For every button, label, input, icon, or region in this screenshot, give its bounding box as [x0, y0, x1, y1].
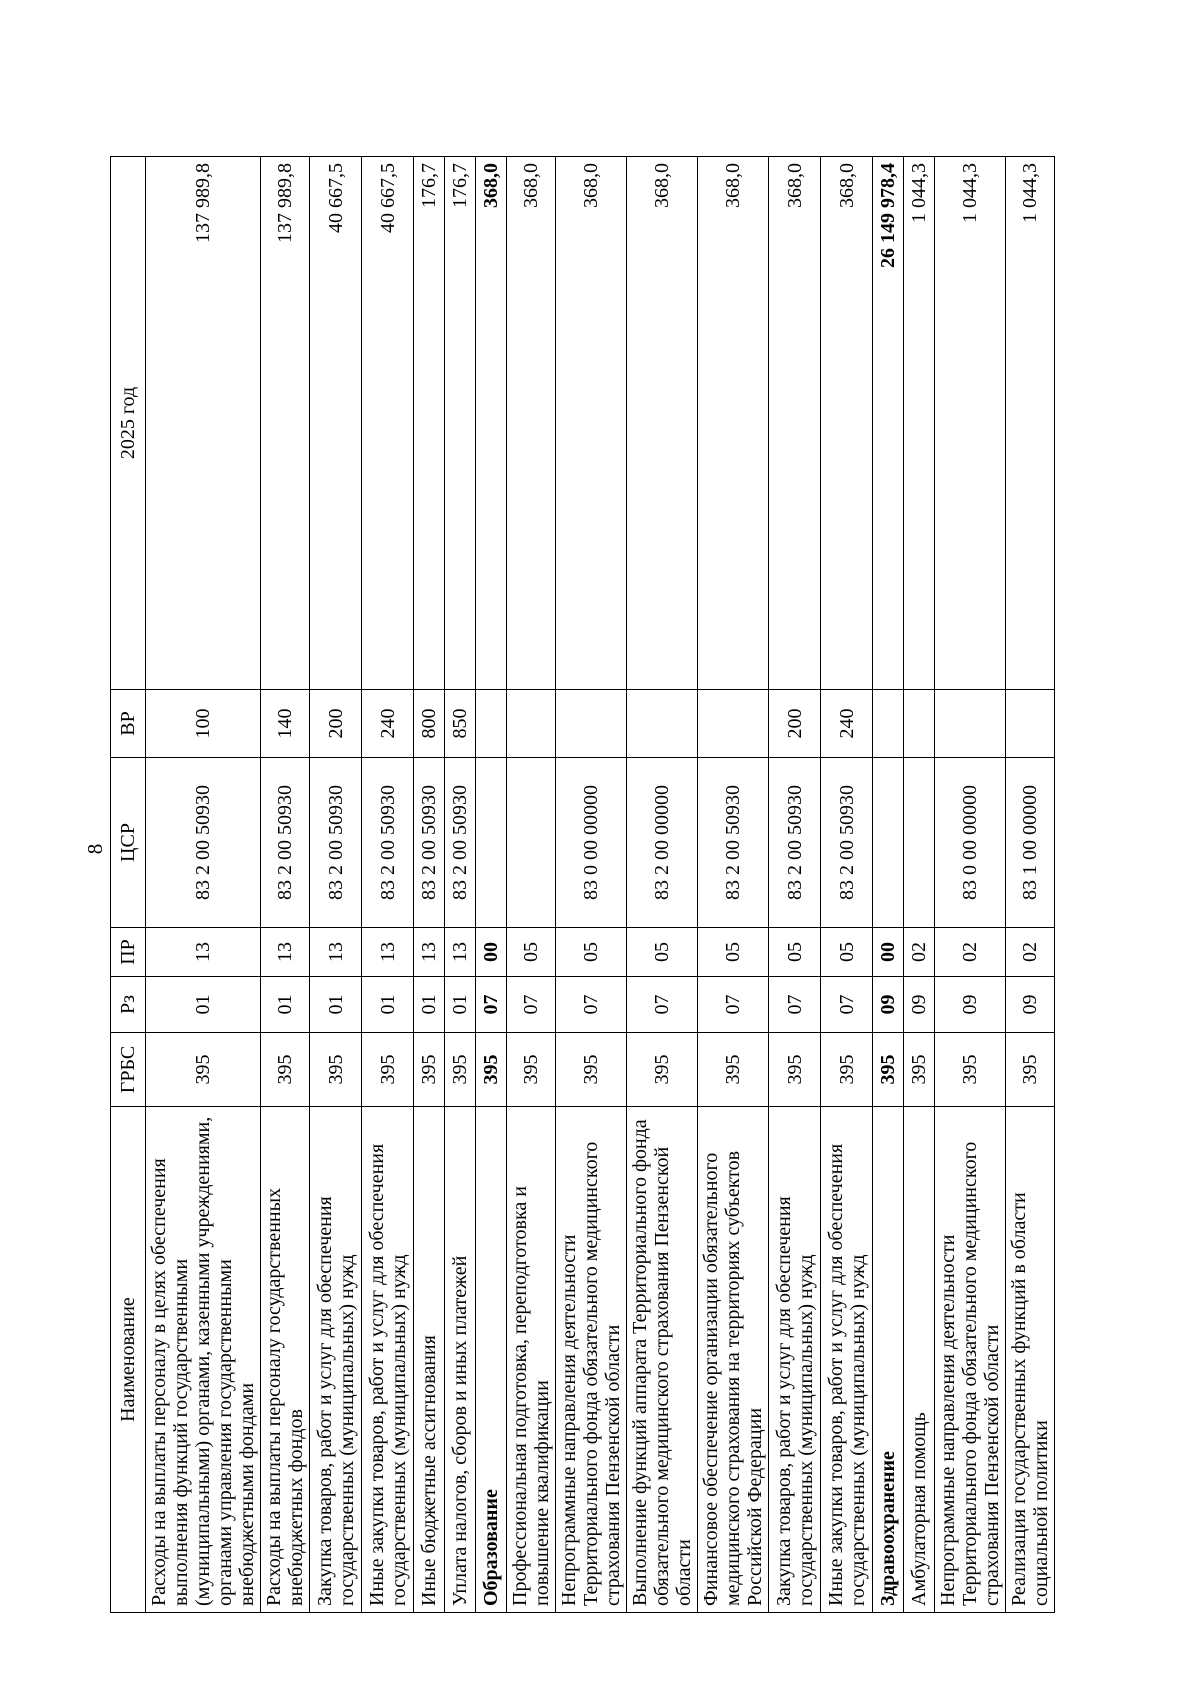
- table-body: [146, 157, 1055, 1613]
- cell-rz: 07: [556, 977, 627, 1033]
- cell-grbs: 395: [310, 1033, 362, 1107]
- cell-name: Выполнение функций аппарата Территориального фонда обязательного медицинского страхования Пензенской области: [627, 1107, 698, 1613]
- cell-rz: 07: [507, 977, 556, 1033]
- cell-amount: 368,0: [769, 157, 821, 690]
- cell-csr: 83 0 00 00000: [935, 758, 1006, 928]
- cell-rz: 01: [362, 977, 414, 1033]
- cell-grbs: 395: [627, 1033, 698, 1107]
- cell-vr: 200: [769, 690, 821, 758]
- cell-pr: 05: [627, 928, 698, 977]
- cell-grbs: 395: [476, 1033, 507, 1107]
- cell-pr: 05: [698, 928, 769, 977]
- cell-vr: 200: [310, 690, 362, 758]
- cell-vr: [904, 690, 935, 758]
- cell-vr: [698, 690, 769, 758]
- cell-pr: 13: [146, 928, 261, 977]
- table-row: [362, 157, 414, 1613]
- table-row: [821, 157, 873, 1613]
- cell-pr: 05: [556, 928, 627, 977]
- cell-name: Профессиональная подготовка, переподготовка и повышение квалификации: [507, 1107, 556, 1613]
- cell-vr: [627, 690, 698, 758]
- header-grbs: ГРБС: [111, 1033, 146, 1107]
- table-row: [146, 157, 261, 1613]
- cell-grbs: 395: [935, 1033, 1006, 1107]
- cell-vr: [873, 690, 904, 758]
- cell-name: Непрограммные направления деятельности Территориального фонда обязательного медицинского страхования Пензенской области: [935, 1107, 1006, 1613]
- table-row: [698, 157, 769, 1613]
- cell-grbs: 395: [769, 1033, 821, 1107]
- cell-grbs: 395: [445, 1033, 476, 1107]
- table-row: [476, 157, 507, 1613]
- cell-name: Непрограммные направления деятельности Территориального фонда обязательного медицинского страхования Пензенской области: [556, 1107, 627, 1613]
- cell-name: Закупка товаров, работ и услуг для обеспечения государственных (муниципальных) нужд: [769, 1107, 821, 1613]
- cell-csr: 83 2 00 50930: [698, 758, 769, 928]
- cell-grbs: 395: [873, 1033, 904, 1107]
- cell-csr: 83 2 00 00000: [627, 758, 698, 928]
- cell-amount: 368,0: [698, 157, 769, 690]
- cell-name: Закупка товаров, работ и услуг для обеспечения государственных (муниципальных) нужд: [310, 1107, 362, 1613]
- header-pr: ПР: [111, 928, 146, 977]
- table-row: [769, 157, 821, 1613]
- cell-name: Реализация государственных функций в области социальной политики: [1006, 1107, 1055, 1613]
- cell-grbs: 395: [698, 1033, 769, 1107]
- cell-vr: 100: [146, 690, 261, 758]
- table-row: [445, 157, 476, 1613]
- table-row: [261, 157, 310, 1613]
- cell-vr: 140: [261, 690, 310, 758]
- cell-pr: 00: [873, 928, 904, 977]
- header-csr: ЦСР: [111, 758, 146, 928]
- cell-csr: 83 2 00 50930: [310, 758, 362, 928]
- cell-amount: 137 989,8: [261, 157, 310, 690]
- cell-amount: 368,0: [821, 157, 873, 690]
- cell-vr: 850: [445, 690, 476, 758]
- cell-rz: 07: [698, 977, 769, 1033]
- table-row: [627, 157, 698, 1613]
- cell-name: Уплата налогов, сборов и иных платежей: [445, 1107, 476, 1613]
- header-rz: Рз: [111, 977, 146, 1033]
- cell-name: Иные закупки товаров, работ и услуг для обеспечения государственных (муниципальных) нужд: [821, 1107, 873, 1613]
- cell-amount: 368,0: [507, 157, 556, 690]
- header-amount: 2025 год: [111, 157, 146, 690]
- cell-rz: 09: [904, 977, 935, 1033]
- cell-pr: 05: [507, 928, 556, 977]
- cell-csr: [873, 758, 904, 928]
- cell-csr: 83 2 00 50930: [261, 758, 310, 928]
- cell-pr: 02: [1006, 928, 1055, 977]
- cell-grbs: 395: [904, 1033, 935, 1107]
- cell-csr: 83 2 00 50930: [146, 758, 261, 928]
- page-number: 8: [83, 843, 107, 855]
- cell-name: Расходы на выплаты персоналу в целях обеспечения выполнения функций государственными (муниципальными) органами, казенными учреждениями, органами управления государственными внебюджетными фондами: [146, 1107, 261, 1613]
- header-name: Наименование: [111, 1107, 146, 1613]
- cell-vr: [507, 690, 556, 758]
- cell-grbs: 395: [821, 1033, 873, 1107]
- cell-grbs: 395: [146, 1033, 261, 1107]
- table-row: [556, 157, 627, 1613]
- cell-rz: 01: [414, 977, 445, 1033]
- cell-vr: [556, 690, 627, 758]
- table-row: [873, 157, 904, 1613]
- cell-csr: 83 2 00 50930: [445, 758, 476, 928]
- cell-csr: [507, 758, 556, 928]
- cell-amount: 176,7: [414, 157, 445, 690]
- cell-csr: [904, 758, 935, 928]
- cell-rz: 09: [1006, 977, 1055, 1033]
- cell-pr: 02: [904, 928, 935, 977]
- cell-csr: 83 1 00 00000: [1006, 758, 1055, 928]
- cell-pr: 13: [362, 928, 414, 977]
- cell-grbs: 395: [507, 1033, 556, 1107]
- cell-grbs: 395: [414, 1033, 445, 1107]
- cell-rz: 01: [146, 977, 261, 1033]
- cell-name: Расходы на выплаты персоналу государственных внебюджетных фондов: [261, 1107, 310, 1613]
- cell-rz: 07: [476, 977, 507, 1033]
- cell-pr: 13: [261, 928, 310, 977]
- cell-amount: 40 667,5: [362, 157, 414, 690]
- cell-vr: [476, 690, 507, 758]
- rotated-table-wrapper: [110, 157, 1052, 1613]
- cell-pr: 13: [445, 928, 476, 977]
- cell-csr: 83 2 00 50930: [821, 758, 873, 928]
- table-row: [507, 157, 556, 1613]
- cell-amount: 1 044,3: [1006, 157, 1055, 690]
- cell-amount: 368,0: [556, 157, 627, 690]
- cell-vr: [1006, 690, 1055, 758]
- cell-vr: [935, 690, 1006, 758]
- cell-name: Иные закупки товаров, работ и услуг для обеспечения государственных (муниципальных) нужд: [362, 1107, 414, 1613]
- cell-vr: 240: [821, 690, 873, 758]
- table-row: [310, 157, 362, 1613]
- table-row: [904, 157, 935, 1613]
- cell-pr: 05: [821, 928, 873, 977]
- cell-pr: 13: [414, 928, 445, 977]
- cell-name: Иные бюджетные ассигнования: [414, 1107, 445, 1613]
- cell-grbs: 395: [261, 1033, 310, 1107]
- cell-pr: 13: [310, 928, 362, 977]
- cell-vr: 800: [414, 690, 445, 758]
- table-row: [1006, 157, 1055, 1613]
- table-row: [414, 157, 445, 1613]
- cell-grbs: 395: [362, 1033, 414, 1107]
- cell-amount: 137 989,8: [146, 157, 261, 690]
- cell-csr: 83 0 00 00000: [556, 758, 627, 928]
- cell-amount: 368,0: [627, 157, 698, 690]
- cell-csr: 83 2 00 50930: [414, 758, 445, 928]
- cell-amount: 1 044,3: [935, 157, 1006, 690]
- cell-csr: 83 2 00 50930: [769, 758, 821, 928]
- cell-csr: 83 2 00 50930: [362, 758, 414, 928]
- cell-rz: 09: [935, 977, 1006, 1033]
- cell-amount: 1 044,3: [904, 157, 935, 690]
- cell-name: Амбулаторная помощь: [904, 1107, 935, 1613]
- cell-amount: 176,7: [445, 157, 476, 690]
- header-vr: ВР: [111, 690, 146, 758]
- cell-rz: 01: [445, 977, 476, 1033]
- cell-csr: [476, 758, 507, 928]
- cell-amount: 26 149 978,4: [873, 157, 904, 690]
- cell-rz: 09: [873, 977, 904, 1033]
- cell-pr: 05: [769, 928, 821, 977]
- cell-rz: 07: [769, 977, 821, 1033]
- cell-amount: 368,0: [476, 157, 507, 690]
- cell-rz: 01: [310, 977, 362, 1033]
- cell-name: Здравоохранение: [873, 1107, 904, 1613]
- cell-vr: 240: [362, 690, 414, 758]
- cell-grbs: 395: [556, 1033, 627, 1107]
- cell-pr: 02: [935, 928, 1006, 977]
- cell-rz: 01: [261, 977, 310, 1033]
- cell-rz: 07: [627, 977, 698, 1033]
- table-header-row: [111, 157, 146, 1613]
- cell-pr: 00: [476, 928, 507, 977]
- table-row: [935, 157, 1006, 1613]
- cell-rz: 07: [821, 977, 873, 1033]
- cell-name: Финансовое обеспечение организации обязательного медицинского страхования на территориях субъектов Российской Федерации: [698, 1107, 769, 1613]
- cell-amount: 40 667,5: [310, 157, 362, 690]
- budget-table: [110, 156, 1055, 1613]
- cell-name: Образование: [476, 1107, 507, 1613]
- cell-grbs: 395: [1006, 1033, 1055, 1107]
